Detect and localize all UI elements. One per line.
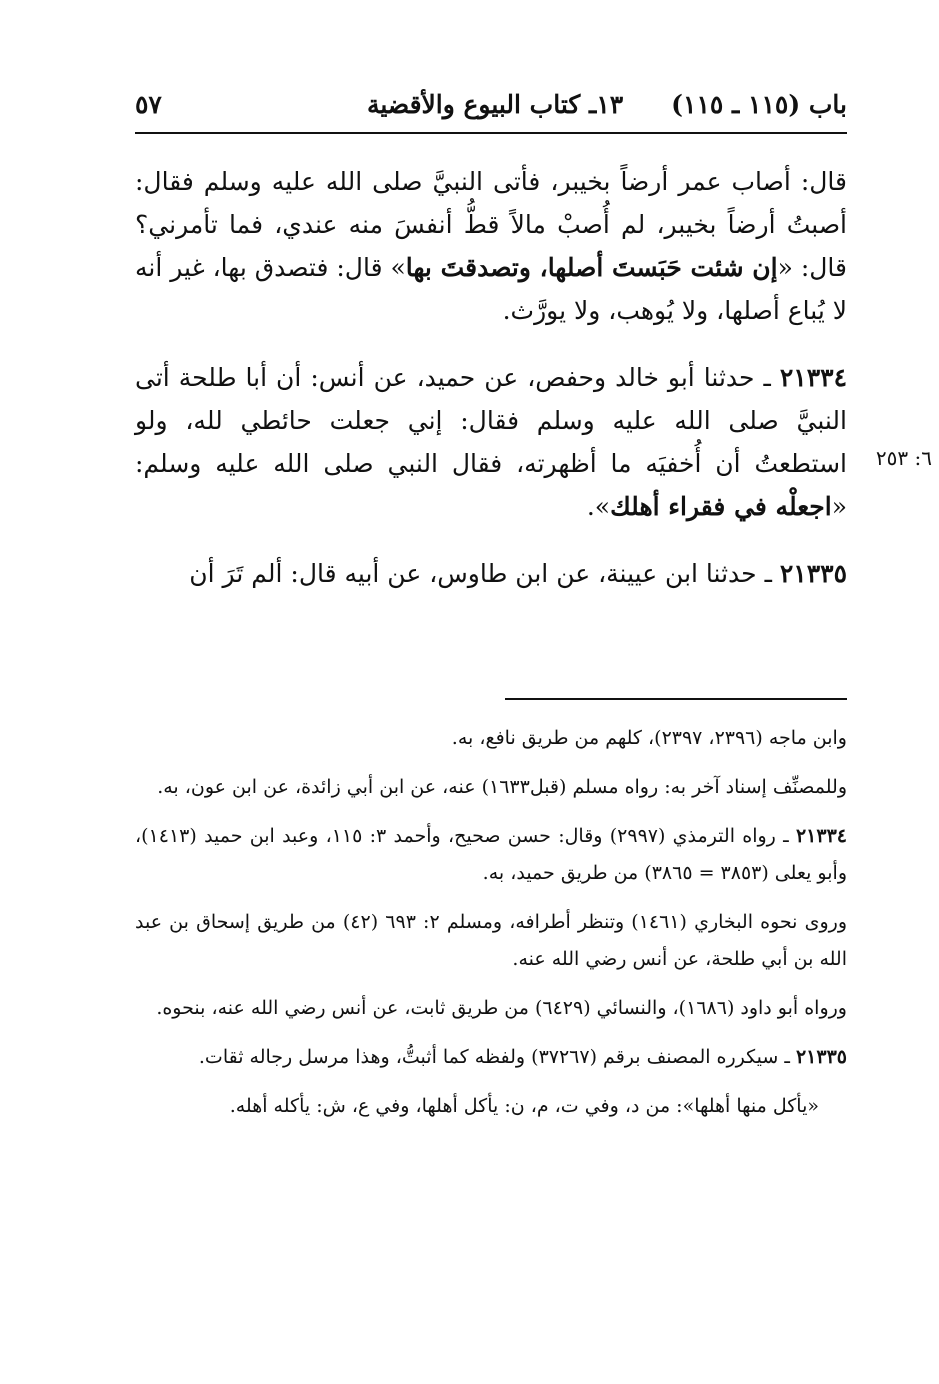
hadith-21334 — [135, 356, 847, 528]
footnote-item: «يأكل منها أهلها»: من د، وفي ت، م، ن: يأكل أهلها، وفي ع، ش: يأكله أهله. — [229, 1095, 819, 1117]
para1-text: قال: أصاب عمر أرضاً بخيبر، فأتى النبيَّ صلى الله عليه وسلم فقال: أصبتُ أرضاً بخيبر، لم أُصبْ مالاً قطُّ أنفسَ منه عندي، فما تأمرني؟ قال: « — [135, 167, 847, 282]
footnote-text: ـ سيكرره المصنف برقم (٣٧٢٦٧) ولفظه كما أثبتُّ، وهذا مرسل رجاله ثقات. — [198, 1046, 796, 1068]
paragraph-continuation — [135, 160, 847, 332]
hadith-number: ٢١٣٣٥ — [779, 559, 847, 588]
footnotes — [135, 720, 847, 1137]
para1-end: » قال: فتصدق بها، غير أنه لا يُباع أصلها، ولا يُوهب، ولا يورَّث. — [135, 253, 847, 325]
hadith-text: ـ حدثنا ابن عيينة، عن ابن طاوس، عن أبيه قال: ألم تَرَ أن — [189, 559, 780, 588]
running-header — [135, 84, 847, 124]
footnote-item: وابن ماجه (٢٣٩٦، ٢٣٩٧)، كلهم من طريق نافع، به. — [451, 727, 847, 749]
hadith-text: ـ حدثنا أبو خالد وحفص، عن حميد، عن أنس: أن أبا طلحة أتى النبيَّ صلى الله عليه وسلم فقال: إني جعلت حائطي لله، ولو استطعتُ أن أُخفيَه ما أظهرته، فقال النبي صلى الله عليه وسلم: « — [135, 363, 847, 521]
hadith-21335 — [135, 552, 847, 595]
footnote-item — [135, 1039, 847, 1076]
footnote-item: وروى نحوه البخاري (١٤٦١) وتنظر أطرافه، ومسلم ٢: ٦٩٣ (٤٢) من طريق إسحاق بن عبد الله بن أبي طلحة، عن أنس رضي الله عنه. — [135, 911, 848, 970]
header-titles — [367, 90, 847, 119]
header-divider — [135, 132, 847, 134]
footnote-text: ـ رواه الترمذي (٢٩٩٧) وقال: حسن صحيح، وأحمد ٣: ١١٥، وعبد ابن حميد (١٤١٣)، وأبو يعلى (٣٨٥٣ = ٣٨٦٥) من طريق حميد، به. — [135, 825, 847, 884]
hadith-quote: اجعلْه في فقراء أهلك — [610, 492, 832, 521]
page-number: ٥٧ — [135, 89, 162, 119]
footnote-number: ٢١٣٣٤ — [795, 825, 847, 847]
footnote-item: وللمصنِّف إسناد آخر به: رواه مسلم (قبل١٦٣٣) عنه، عن ابن أبي زائدة، عن ابن عون، به. — [157, 776, 847, 798]
footnote-divider — [505, 698, 847, 700]
main-text — [135, 160, 847, 619]
margin-reference: ٦: ٢٥٣ — [875, 446, 932, 470]
footnote-item: ورواه أبو داود (١٦٨٦)، والنسائي (٦٤٢٩) من طريق ثابت، عن أنس رضي الله عنه، بنحوه. — [156, 997, 847, 1019]
hadith-end: ». — [586, 492, 611, 521]
footnote-number: ٢١٣٣٥ — [795, 1046, 847, 1068]
book-title: ١٣ـ كتاب البيوع والأقضية — [366, 89, 624, 119]
hadith-number: ٢١٣٣٤ — [779, 363, 847, 392]
footnote-item — [135, 818, 847, 892]
chapter-title: باب (١١٥ ـ ١١٥) — [671, 89, 847, 119]
para1-quote: إن شئت حَبَستَ أصلها، وتصدقتَ بها — [405, 253, 778, 282]
